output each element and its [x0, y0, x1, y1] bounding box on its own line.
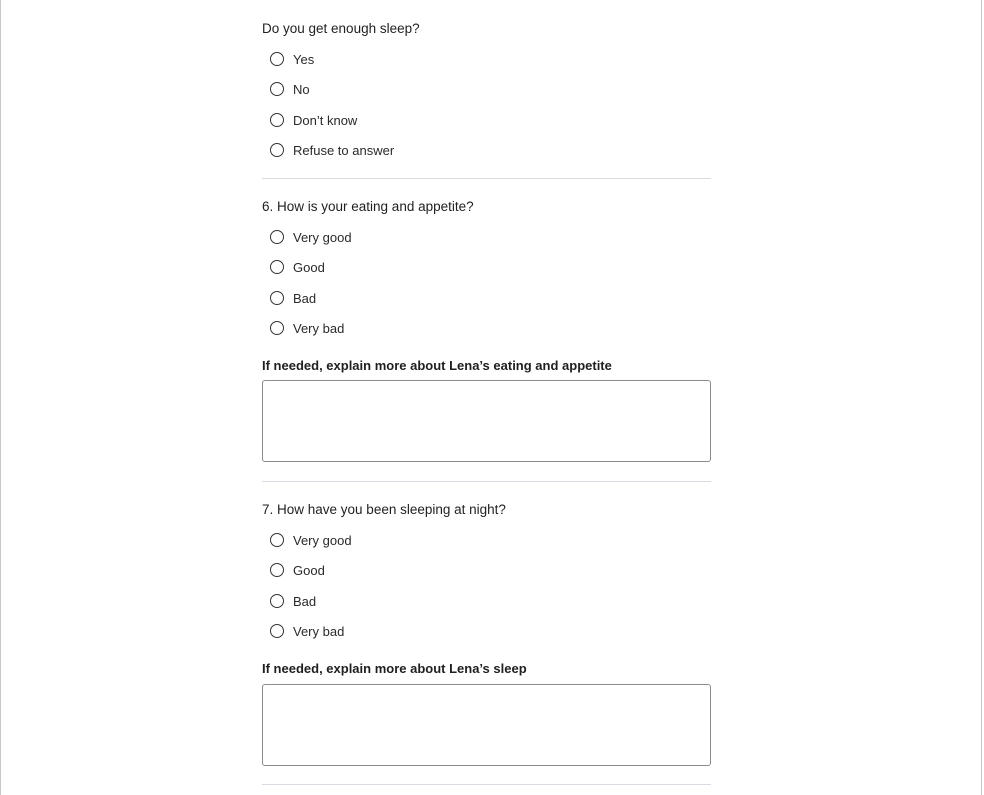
- radio-circle-icon[interactable]: [270, 260, 284, 274]
- radio-option-good[interactable]: [270, 258, 325, 276]
- radio-option-label: Don’t know: [293, 112, 358, 128]
- radio-option-no[interactable]: [270, 80, 310, 98]
- question-title-enough-sleep: Do you get enough sleep?: [262, 21, 420, 36]
- radio-option-very-bad[interactable]: [270, 319, 344, 337]
- radio-option-label: Good: [293, 562, 325, 578]
- radio-option-label: Very good: [293, 229, 352, 245]
- section-divider: [262, 784, 711, 785]
- radio-circle-icon[interactable]: [270, 624, 284, 638]
- radio-option-very-good[interactable]: [270, 228, 352, 246]
- radio-option-very-bad[interactable]: [270, 622, 344, 640]
- radio-option-very-good[interactable]: [270, 531, 352, 549]
- radio-option-refuse[interactable]: [270, 141, 394, 159]
- radio-option-yes[interactable]: [270, 50, 314, 68]
- radio-option-label: Very bad: [293, 623, 345, 639]
- radio-option-label: Refuse to answer: [293, 142, 395, 158]
- radio-circle-icon[interactable]: [270, 52, 284, 66]
- radio-option-label: No: [293, 81, 310, 97]
- radio-circle-icon[interactable]: [270, 594, 284, 608]
- radio-option-bad[interactable]: [270, 592, 316, 610]
- radio-option-dont-know[interactable]: [270, 111, 357, 129]
- radio-option-label: Very good: [293, 532, 352, 548]
- explain-eating-label: If needed, explain more about Lena’s eating and appetite: [262, 358, 612, 373]
- radio-circle-icon[interactable]: [270, 291, 284, 305]
- question-title-sleeping: 7. How have you been sleeping at night?: [262, 502, 506, 517]
- radio-option-label: Yes: [293, 51, 315, 67]
- radio-circle-icon[interactable]: [270, 321, 284, 335]
- radio-option-label: Very bad: [293, 320, 345, 336]
- question-title-eating: 6. How is your eating and appetite?: [262, 199, 474, 214]
- explain-sleep-textarea[interactable]: [262, 684, 711, 766]
- radio-circle-icon[interactable]: [270, 533, 284, 547]
- section-divider: [262, 178, 711, 179]
- radio-circle-icon[interactable]: [270, 143, 284, 157]
- radio-option-label: Bad: [293, 593, 317, 609]
- explain-eating-textarea[interactable]: [262, 380, 711, 462]
- explain-sleep-label: If needed, explain more about Lena’s sleep: [262, 661, 527, 676]
- radio-circle-icon[interactable]: [270, 230, 284, 244]
- radio-option-label: Good: [293, 259, 325, 275]
- radio-circle-icon[interactable]: [270, 82, 284, 96]
- radio-option-bad[interactable]: [270, 289, 316, 307]
- radio-circle-icon[interactable]: [270, 563, 284, 577]
- radio-circle-icon[interactable]: [270, 113, 284, 127]
- radio-option-good[interactable]: [270, 561, 325, 579]
- section-divider: [262, 481, 711, 482]
- radio-option-label: Bad: [293, 290, 317, 306]
